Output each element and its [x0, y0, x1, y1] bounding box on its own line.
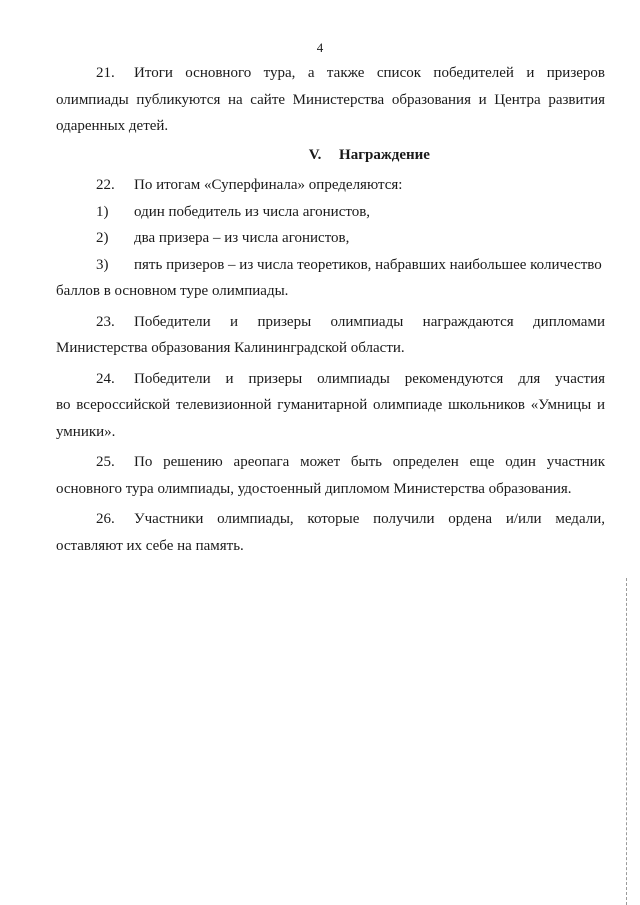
paragraph-number: 24. — [96, 370, 115, 387]
paragraph-25-first-line — [56, 449, 605, 476]
list-item — [56, 252, 605, 279]
paragraph-24 — [56, 366, 605, 393]
paragraph-25-continuation: основного тура олимпиады, удостоенный дипломом Министерства образования. — [56, 480, 572, 497]
list-item-text: пять призеров – из числа теоретиков, набравших наибольшее количество — [134, 256, 602, 273]
list-item-continuation: баллов в основном туре олимпиады. — [56, 283, 289, 299]
paragraph-26 — [56, 506, 605, 533]
list-item — [56, 199, 605, 226]
paragraph-21 — [56, 60, 605, 87]
paragraph-text: По решению ареопага может быть определен еще один участник — [134, 454, 605, 470]
paragraph-number: 25. — [96, 454, 115, 470]
list-item — [56, 225, 605, 252]
list-item-text: два призера – из числа агонистов, — [134, 230, 350, 246]
paragraph-22 — [56, 172, 605, 199]
list-item-number: 2) — [96, 230, 109, 246]
paragraph-26-first-line — [56, 506, 605, 533]
paragraph-23-continuation: Министерства образования Калининградской области. — [56, 340, 405, 356]
scan-edge-line — [626, 578, 627, 905]
paragraph-24-first-line — [56, 366, 605, 393]
paragraph-23 — [56, 309, 605, 336]
paragraph-text: По итогам «Суперфинала» определяются: — [134, 177, 403, 193]
list-item-text: один победитель из числа агонистов, — [134, 203, 371, 220]
paragraph-text: Участники олимпиады, которые получили ордена и/или медали, — [134, 511, 605, 527]
list-item-number: 1) — [96, 203, 109, 220]
paragraph-26-continuation: оставляют их себе на память. — [56, 537, 244, 554]
paragraph-text: Победители и призеры олимпиады рекомендуются для участия — [134, 370, 605, 387]
section-heading — [56, 142, 605, 169]
paragraph-number: 23. — [96, 313, 115, 330]
section-number: V. — [308, 146, 322, 163]
paragraph-21-first-line — [56, 60, 605, 87]
paragraph-21-continuation: олимпиады публикуются на сайте Министерства образования и Центра развития одаренных детей. — [56, 91, 605, 134]
paragraph-text: Победители и призеры олимпиады награждаются дипломами — [134, 313, 605, 330]
paragraph-text: Итоги основного тура, а также список победителей и призеров — [134, 65, 605, 81]
page-number: 4 — [316, 40, 324, 55]
document-body — [56, 60, 605, 559]
paragraph-25 — [56, 449, 605, 476]
paragraph-number: 21. — [96, 65, 115, 81]
section-title: Награждение — [339, 146, 430, 163]
paragraph-23-first-line — [56, 309, 605, 336]
paragraph-24-continuation: во всероссийской телевизионной гуманитарной олимпиаде школьников «Умницы и умники». — [56, 397, 605, 440]
paragraph-number: 22. — [96, 177, 115, 193]
paragraph-number: 26. — [96, 511, 115, 527]
list-item-number: 3) — [96, 256, 109, 273]
